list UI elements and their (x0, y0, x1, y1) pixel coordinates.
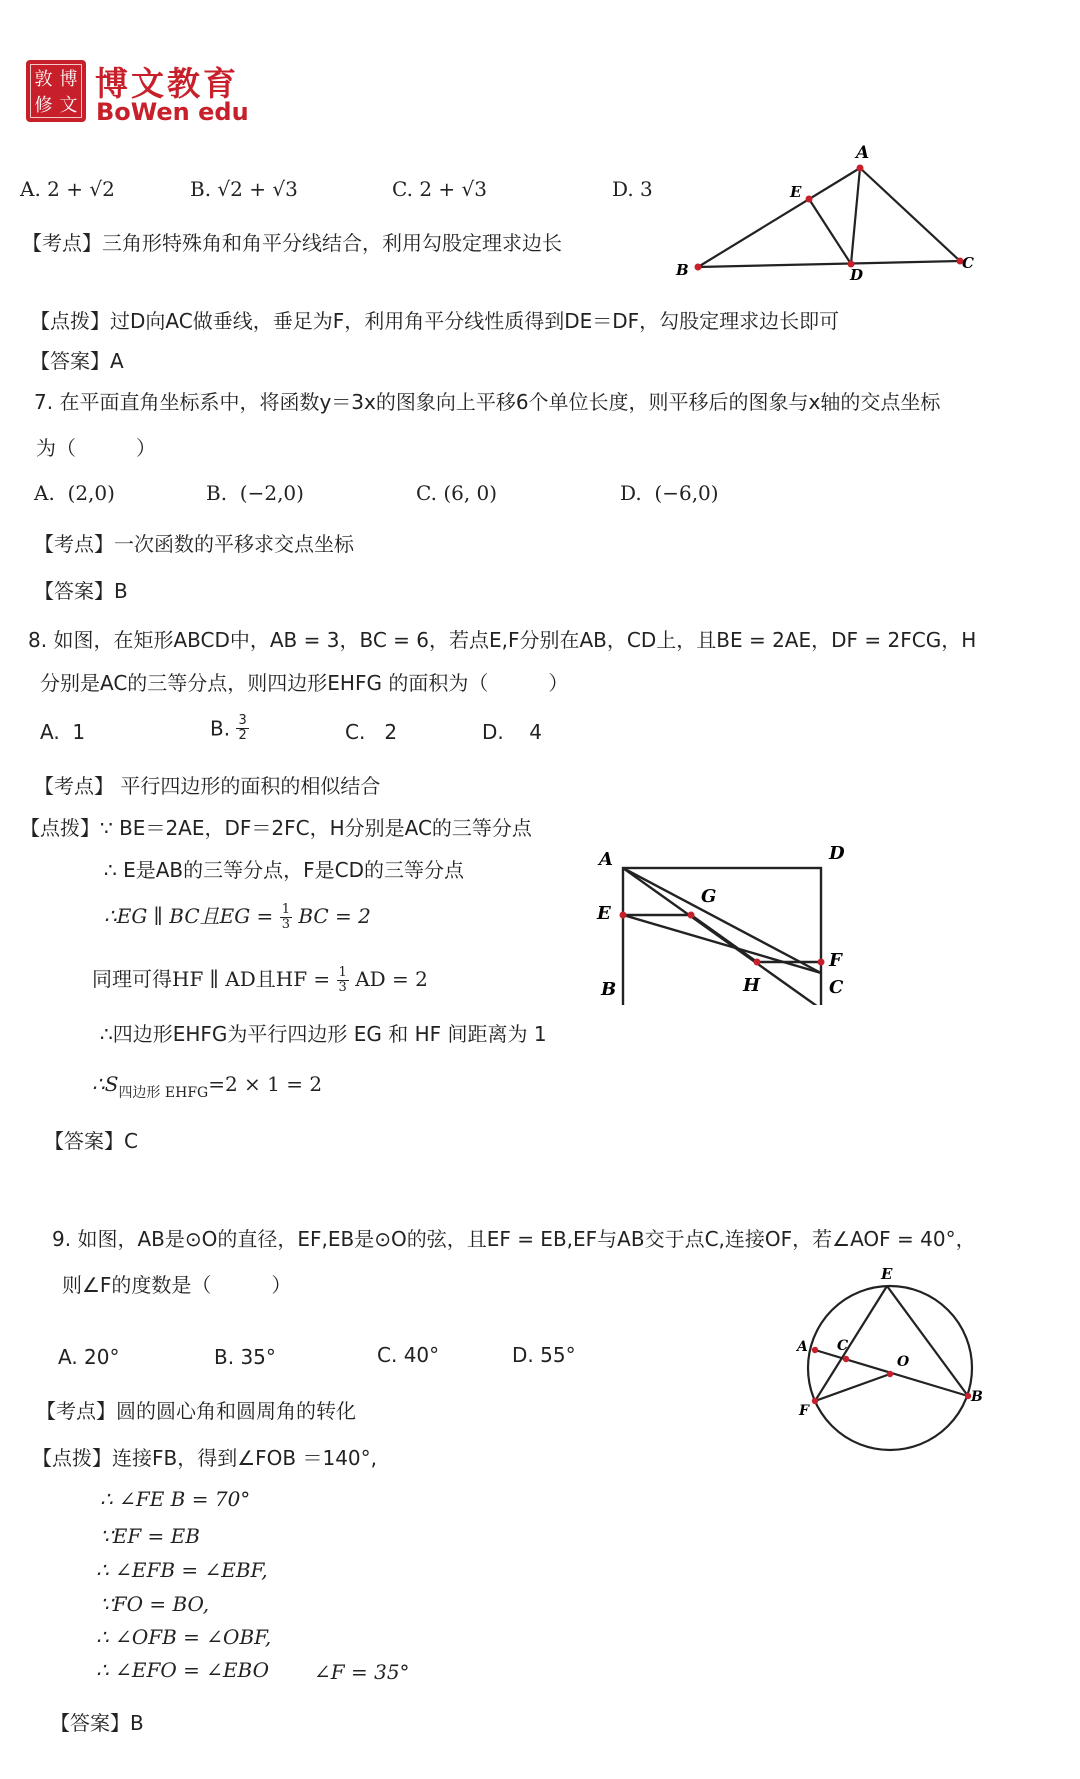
q8-dianbo (20, 812, 532, 841)
option-text: 4 (529, 720, 542, 744)
option-label: C. (377, 1343, 398, 1367)
chord-eb (887, 1286, 968, 1396)
q8-step-2: ∴ E是AB的三等分点，F是CD的三等分点 (104, 858, 464, 882)
q6-option-a (20, 177, 115, 201)
fraction-denominator: 3 (281, 917, 290, 932)
option-text: √2 + √3 (217, 177, 298, 201)
q8-option-d (482, 720, 542, 744)
chord-ef (815, 1286, 887, 1401)
q9-stem-line2: 则∠F的度数是（ ） (62, 1273, 292, 1297)
q7-option-a (34, 481, 115, 505)
label-e: E (881, 1265, 893, 1283)
q9-final: ∠F = 35° (314, 1660, 410, 1684)
label-b: B (676, 261, 689, 279)
answer-tag: 【答案】 (30, 349, 110, 373)
q6-answer (30, 345, 124, 374)
kaodian-tag: 【考点】 (22, 231, 102, 255)
q9-step-3: ∴ ∠EFB = ∠EBF, (96, 1558, 268, 1582)
option-text: (−6,0) (654, 481, 719, 505)
option-text: 55° (540, 1343, 576, 1367)
option-label: C. (416, 481, 437, 505)
point-g (688, 912, 695, 919)
q9-option-a (58, 1345, 120, 1369)
kaodian-text: 平行四边形的面积的相似结合 (120, 774, 381, 798)
option-text: 20° (84, 1345, 120, 1369)
label-b: B (601, 979, 617, 1000)
label-g: G (701, 886, 717, 907)
option-label: B. (214, 1345, 235, 1369)
label-a: A (599, 849, 613, 870)
label-d: D (850, 266, 864, 284)
q9-option-c (377, 1343, 439, 1367)
option-text: 35° (240, 1345, 276, 1369)
option-text: 2 (384, 720, 398, 744)
q8-rectangle-figure (585, 835, 865, 1005)
q9-step-5: ∴ ∠OFB = ∠OBF, (96, 1625, 272, 1649)
label-e: E (790, 183, 802, 201)
option-label: B. (190, 177, 212, 201)
answer-value: B (114, 579, 128, 603)
point-h (754, 959, 761, 966)
label-b: B (971, 1389, 983, 1405)
option-label: D. (482, 720, 504, 744)
option-text: 2 + √2 (47, 177, 115, 201)
point-b (695, 264, 702, 271)
step-text: BC = 2 (298, 904, 371, 928)
q7-stem-line2: 为（ ） (36, 436, 156, 460)
q6-option-c (392, 177, 487, 201)
q8-step-3 (104, 900, 371, 932)
option-text: (6, 0) (443, 481, 498, 505)
q8-kaodian (34, 770, 380, 799)
label-c: C (962, 254, 974, 272)
option-text: 3 (640, 177, 653, 201)
option-label: A. (58, 1345, 78, 1369)
fraction (337, 966, 349, 995)
seal-char: 修 (34, 95, 53, 116)
step-subscript: 四边形 EHFG (118, 1085, 209, 1101)
fraction-numerator: 3 (238, 713, 247, 728)
option-label: C. (345, 720, 366, 744)
point-c (843, 1356, 849, 1362)
q9-dianbo (32, 1442, 377, 1471)
q9-step-1: ∴ ∠FE B = 70° (100, 1487, 251, 1511)
answer-tag: 【答案】 (50, 1711, 130, 1735)
option-label: B. (210, 716, 231, 741)
q6-option-d (612, 177, 653, 201)
step-text: AD = 2 (355, 967, 428, 991)
option-label: D. (512, 1343, 534, 1367)
kaodian-text: 三角形特殊角和角平分线结合，利用勾股定理求边长 (102, 231, 562, 255)
kaodian-text: 圆的圆心角和圆周角的转化 (116, 1399, 356, 1423)
step-text: ∴EG ∥ BC且EG = (104, 904, 274, 928)
fraction-denominator: 3 (338, 980, 347, 995)
q8-step-4 (92, 963, 428, 995)
kaodian-tag: 【考点】 (34, 774, 114, 798)
q8-stem-line1: 8. 如图，在矩形ABCD中，AB = 3，BC = 6，若点E,F分别在AB，CD上，且BE = 2AE，DF = 2FCG，H (28, 628, 977, 652)
q8-option-c (345, 720, 397, 744)
q8-step-5: ∴四边形EHFG为平行四边形 EG 和 HF 间距离为 1 (100, 1022, 547, 1046)
q9-stem-line1: 9. 如图，AB是⊙O的直径，EF,EB是⊙O的弦，且EF = EB,EF与AB交于点C,连接OF，若∠AOF = 40°， (52, 1227, 976, 1251)
answer-value: B (130, 1711, 144, 1735)
q7-stem-line1: 7. 在平面直角坐标系中，将函数y＝3x的图象向上平移6个单位长度，则平移后的图象与x轴的交点坐标 (34, 390, 941, 414)
answer-tag: 【答案】 (44, 1129, 124, 1153)
seal-char: 敦 (34, 69, 53, 90)
answer-value: C (124, 1129, 138, 1153)
segment-ed (809, 199, 851, 264)
option-text: (−2,0) (239, 481, 304, 505)
segment-ef (623, 915, 821, 973)
q9-circle-figure (785, 1265, 985, 1465)
option-label: D. (620, 481, 642, 505)
dianbo-step: ∵ BE＝2AE，DF＝2FC，H分别是AC的三等分点 (100, 816, 532, 840)
option-label: A. (20, 177, 41, 201)
point-f (818, 959, 825, 966)
point-o (887, 1371, 893, 1377)
q8-step-6 (92, 1072, 322, 1102)
q6-option-b (190, 177, 298, 201)
label-c: C (837, 1338, 849, 1354)
step-text: 同理可得HF ∥ AD且HF = (92, 967, 331, 991)
step-text: ∴S (92, 1072, 119, 1096)
option-text: 2 + √3 (419, 177, 487, 201)
fraction (280, 903, 292, 932)
dianbo-text: 过D向AC做垂线，垂足为F，利用角平分线性质得到DE＝DF，勾股定理求边长即可 (110, 309, 840, 333)
kaodian-text: 一次函数的平移求交点坐标 (114, 532, 354, 556)
label-f: F (829, 950, 842, 971)
label-e: E (597, 903, 611, 924)
q9-kaodian (36, 1395, 356, 1424)
q9-step-2: ∵EF = EB (100, 1524, 200, 1548)
answer-tag: 【答案】 (34, 579, 114, 603)
q8-stem-line2: 分别是AC的三等分点，则四边形EHFG 的面积为（ ） (40, 671, 569, 695)
q9-option-b (214, 1345, 276, 1369)
point-e (806, 196, 813, 203)
label-a: A (797, 1339, 808, 1355)
kaodian-tag: 【考点】 (34, 532, 114, 556)
fraction (236, 714, 248, 743)
q7-option-c (416, 481, 497, 505)
dianbo-tag: 【点拨】 (20, 816, 100, 840)
fraction-denominator: 2 (238, 728, 247, 743)
point-a (857, 165, 864, 172)
option-text: 1 (72, 720, 86, 744)
q9-step-6: ∴ ∠EFO = ∠EBO (96, 1658, 270, 1682)
label-d: D (829, 843, 845, 864)
dianbo-tag: 【点拨】 (32, 1446, 112, 1470)
point-a (812, 1347, 818, 1353)
option-label: A. (34, 481, 55, 505)
option-label: D. (612, 177, 634, 201)
label-f: F (799, 1403, 809, 1419)
q8-option-a (40, 720, 85, 744)
brand-seal-logo (26, 60, 86, 122)
q8-option-b (210, 714, 249, 743)
option-label: B. (206, 481, 228, 505)
q6-triangle-figure (660, 140, 980, 285)
seal-char: 文 (59, 95, 78, 116)
segment-of (815, 1374, 890, 1401)
point-e (620, 912, 627, 919)
option-label: A. (40, 720, 60, 744)
q9-answer (50, 1707, 144, 1736)
q6-kaodian (22, 227, 562, 256)
fraction-numerator: 1 (338, 965, 347, 980)
segment-ba (698, 168, 860, 267)
q9-step-4: ∵FO = BO, (100, 1592, 210, 1616)
dianbo-tag: 【点拨】 (30, 309, 110, 333)
kaodian-tag: 【考点】 (36, 1399, 116, 1423)
segment-bc (698, 261, 960, 267)
label-c: C (829, 977, 844, 998)
brand-name-en: BoWen edu (96, 98, 249, 126)
segment-af (623, 868, 821, 973)
q6-dianbo (30, 305, 839, 334)
label-o: O (897, 1354, 910, 1370)
q7-answer (34, 575, 128, 604)
q7-option-b (206, 481, 304, 505)
step-text: =2 × 1 = 2 (208, 1072, 323, 1096)
label-a: A (856, 143, 870, 163)
q9-option-d (512, 1343, 576, 1367)
option-text: (2,0) (67, 481, 115, 505)
answer-value: A (110, 349, 124, 373)
q8-answer (44, 1125, 138, 1154)
q7-kaodian (34, 528, 354, 557)
q7-option-d (620, 481, 719, 505)
fraction-numerator: 1 (281, 902, 290, 917)
segment-ac (860, 168, 960, 261)
option-text: 40° (403, 1343, 440, 1367)
segment-ad (851, 168, 860, 264)
brand-name-cn: 博文教育 (95, 64, 239, 103)
label-h: H (743, 975, 761, 996)
point-f (812, 1398, 818, 1404)
option-label: C. (392, 177, 413, 201)
dianbo-text: 连接FB，得到∠FOB ＝140°, (112, 1446, 378, 1470)
seal-char: 博 (59, 69, 78, 90)
